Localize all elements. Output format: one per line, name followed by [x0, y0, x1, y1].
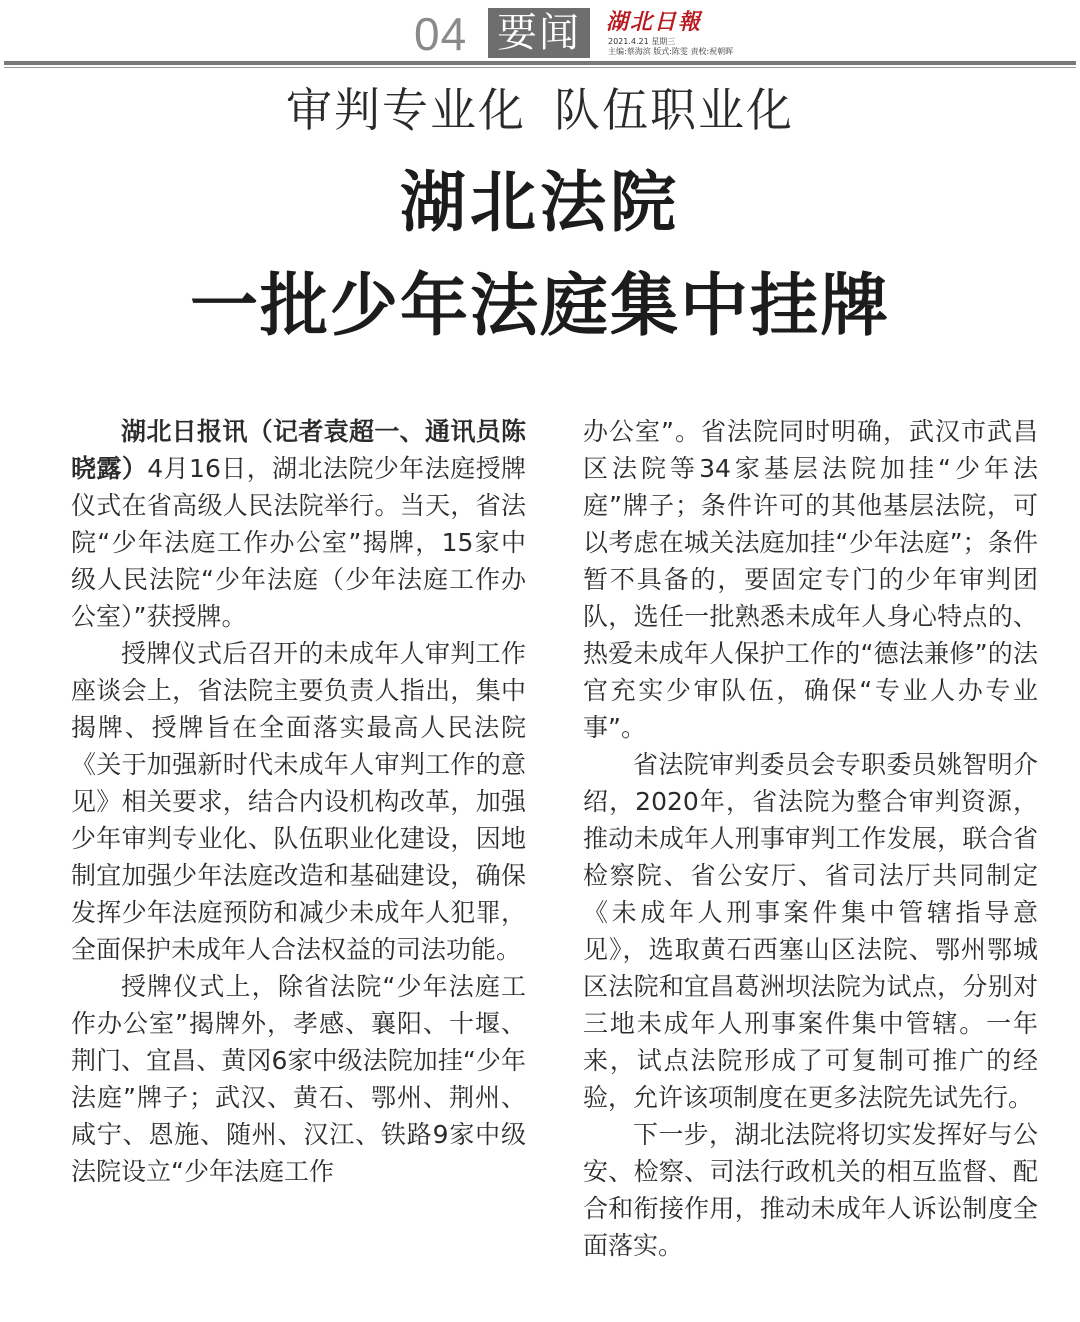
header-divider — [4, 61, 1076, 65]
article-paragraph: 授牌仪式上，除省法院“少年法庭工作办公室”揭牌外，孝感、襄阳、十堰、荆门、宜昌、黄冈6家中级法院加挂“少年法庭”牌子；武汉、黄石、鄂州、荆州、咸宁、恩施、随州、汉江、铁路9家中级法院设立“少年法庭工作 — [71, 972, 526, 1186]
article-paragraph-continued: 办公室”。省法院同时明确，武汉市武昌区法院等34家基层法院加挂“少年法庭”牌子；条件许可的其他基层法院，可以考虑在城关法庭加挂“少年法庭”；条件暂不具备的，要固定专门的少年审判团队，选任一批熟悉未成年人身心特点的、热爱未成年人保护工作的“德法兼修”的法官充实少审队伍，确保“专业人办专业事”。 — [583, 417, 1038, 742]
issue-editors: 主编:蔡海滨 版式:陈雯 责校:祝朝晖 — [608, 47, 734, 56]
section-label: 要闻 — [488, 8, 590, 58]
article-paragraph — [71, 413, 526, 635]
article-column-left — [71, 413, 526, 1190]
article-paragraph: 下一步，湖北法院将切实发挥好与公安、检察、司法行政机关的相互监督、配合和衔接作用，推动未成年人诉讼制度全面落实。 — [583, 1120, 1038, 1260]
headline-line-2: 一批少年法庭集中挂牌 — [189, 266, 890, 346]
article-kicker — [0, 82, 1080, 138]
article-paragraph: 授牌仪式后召开的未成年人审判工作座谈会上，省法院主要负责人指出，集中揭牌、授牌旨在全面落实最高人民法院《关于加强新时代未成年人审判工作的意见》相关要求，结合内设机构改革，加强少年审判专业化、队伍职业化建设，因地制宜加强少年法庭改造和基础建设，确保发挥少年法庭预防和减少未成年人犯罪，全面保护未成年人合法权益的司法功能。 — [71, 639, 526, 964]
kicker-part: 队伍职业化 — [554, 83, 794, 137]
paragraph-text: 4月16日，湖北法院少年法庭授牌仪式在省高级人民法院举行。当天，省法院“少年法庭工作办公室”揭牌，15家中级人民法院“少年法庭（少年法庭工作办公室）”获授牌。 — [71, 454, 526, 631]
issue-date: 2021.4.21 星期三 — [608, 37, 676, 46]
kicker-part: 审判专业化 — [286, 83, 526, 137]
dateline: 湖北日报讯（记者袁超一、通讯员陈晓露） — [71, 417, 526, 483]
header-divider-thin — [4, 67, 1076, 68]
page-number: 04 — [414, 8, 468, 60]
article-column-right — [583, 413, 1038, 1264]
article-paragraph: 省法院审判委员会专职委员姚智明介绍，2020年，省法院为整合审判资源，推动未成年人刑事审判工作发展，联合省检察院、省公安厅、省司法厅共同制定《未成年人刑事案件集中管辖指导意见》，选取黄石西塞山区法院、鄂州鄂城区法院和宜昌葛洲坝法院为试点，分别对三地未成年人刑事案件集中管辖。一年来，试点法院形成了可复制可推广的经验，允许该项制度在更多法院先试先行。 — [583, 750, 1038, 1112]
headline-line-1: 湖北法院 — [400, 163, 680, 241]
page-header — [0, 0, 1080, 68]
newspaper-masthead-logo: 湖北日報 — [606, 9, 703, 35]
